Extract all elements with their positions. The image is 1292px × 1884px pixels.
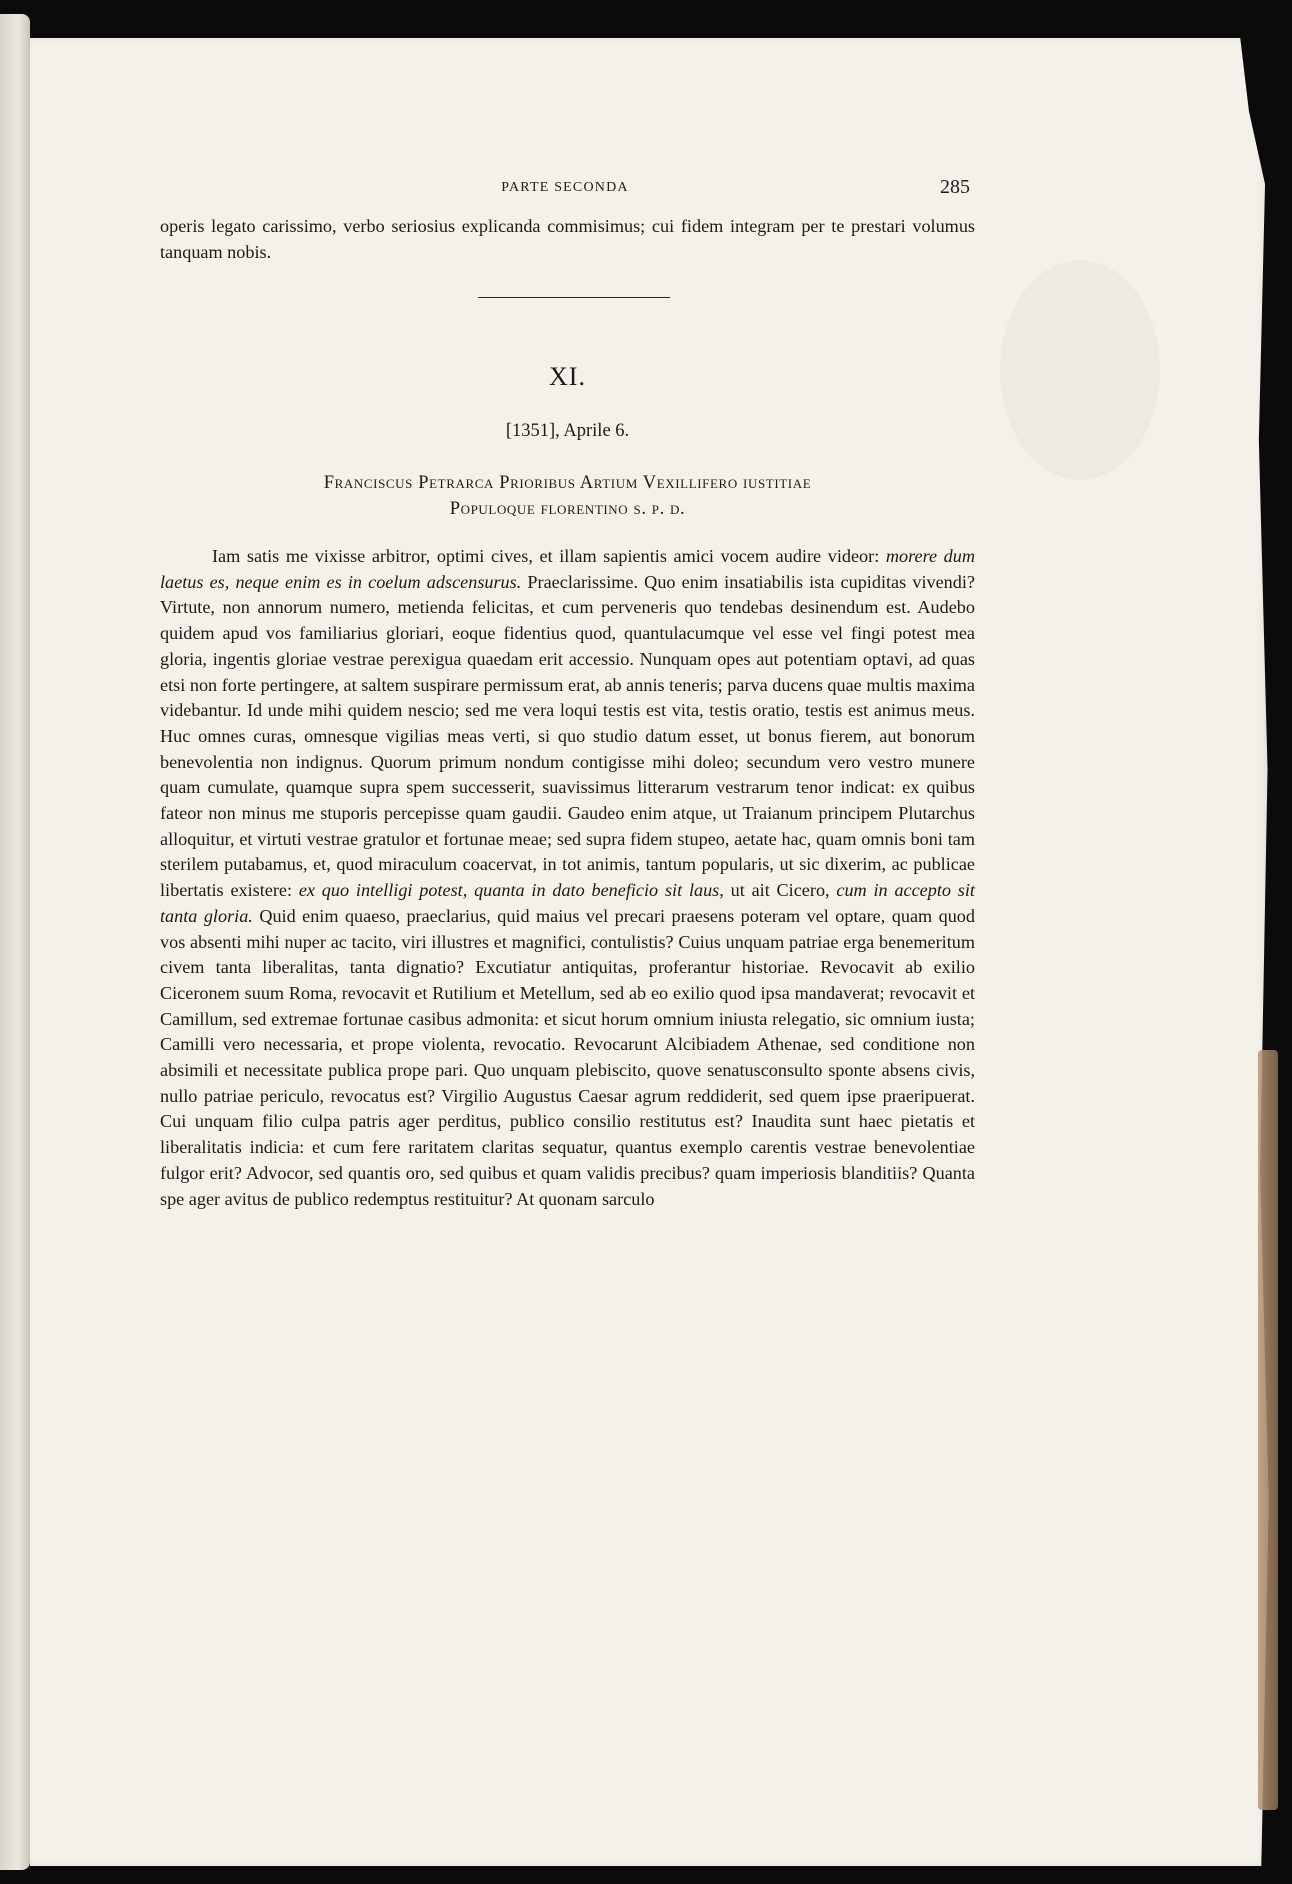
body-text-1: Iam satis me vixisse arbitror, optimi cives, et illam sapientis amici vocem audire videor: xyxy=(212,546,886,566)
body-text-2: Praeclarissime. Quo enim insatiabilis ista cupiditas vivendi? Virtute, non annorum numero, metienda felicitas, et cum perveneris quo tendebas desinendum est. Audebo quidem apud vos familiarius gloriari, eoque fidentius quod, quantulacumque vel esse vel fingi potest mea gloria, ingentis gloriae vestrae perexigua quaedam erit accessio. Nunquam opes aut potentiam optavi, ad quas etsi non forte pertingere, at saltem suspirare permissum erat, ab annis teneris; parva ducens quae multis maxima videbantur. Id unde mihi quidem nescio; sed me vera loqui testis est vita, testis oratio, testis est animus meus. Huc omnes curas, omnesque vigilias meas verti, si quo studio datum esset, ut bonus fierem, aut bonorum benevolentia non indignus. Quorum primum nondum contigisse mihi doleo; secundum vero vestro munere quam cumulate, quamque supra spem successerit, suavissimus litterarum vestrarum tenor indicat: ex quibus fateor non minus me stuporis percepisse quam gaudii. Gaudeo enim atque, ut Traianum principem Plutarchus alloquitur, et virtuti vestrae gratulor et fortunae meae; sed supra fidem stupeo, aetate hac, quam omnis boni tam sterilem putabamus, et, quod miraculum coacervat, in tot animis, tantum popularis, ut sic dixerim, ac publicae libertatis existere: xyxy=(160,571,975,901)
address-line-1: Franciscus Petrarca Prioribus Artium Vexillifero iustitiae xyxy=(323,473,812,493)
body-text-3: ut ait Cicero, xyxy=(723,880,837,901)
body-quote-3: cum in accepto sit tanta gloria. xyxy=(160,880,975,926)
letter-number: XI. xyxy=(549,362,586,391)
body-quote-1: morere dum laetus es, neque enim es in coelum adscensurus. xyxy=(160,546,976,592)
facing-page-edge xyxy=(0,14,30,1870)
page-number: 285 xyxy=(940,176,970,198)
section-divider xyxy=(478,297,670,298)
continuation-paragraph xyxy=(160,214,975,265)
letter-body xyxy=(160,544,975,1212)
continuation-text: operis legato carissimo, verbo seriosius explicanda commisimus; cui fidem integram per te prestari volumus tanquam nobis. xyxy=(160,216,975,262)
paper-stain xyxy=(1000,260,1160,480)
letter-date: [1351], Aprile 6. xyxy=(505,421,630,441)
body-text-4: Quid enim quaeso, praeclarius, quid maius vel precari praesens poteram vel optare, quam quod vos absenti mihi nuper ac tacito, viri illustres et magnifici, contulistis? Cuius unquam patriae erga benemeritum civem tanta liberalitas, tanta dignatio? Excutiatur antiquitas, proferantur historiae. Revocavit ab exilio Ciceronem suum Roma, revocavit et Rutilium et Metellum, sed ab eo exilio quod ipsa mandaverat; revocavit et Camillum, sed extremae fortunae casibus admonita: et sicut horum omnium iniusta relegatio, sic omnium iusta; Camilli vero necessaria, et prope violenta, revocatio. Revocarunt Alcibiadem Athenae, sed conditione non absimili et necessitate publica prope pari. Quo unquam plebiscito, quove senatusconsulto sponte absens civis, nullo patriae periculo, revocatus est? Virgilio Augustus Caesar agrum reddiderit, sed quem ipse praeripuerat. Cui unquam filio culpa patris ager perditus, publico consilio restitutus est? Inaudita sunt haec pietatis et liberalitatis indicia: et cum fere raritatem claritas sequatur, quantus exemplo carentis vestrae benevolentiae fulgor erit? Advocor, sed quantis oro, sed quibus et quam validis precibus? quam imperiosis blanditiis? Quanta spe ager avitus de publico redemptus restituitur? At quonam sarculo xyxy=(160,905,975,1209)
body-paragraph xyxy=(160,544,975,1212)
page-fore-edge xyxy=(1258,1050,1278,1810)
body-quote-2: ex quo intelligi potest, quanta in dato beneficio sit laus, xyxy=(298,880,724,901)
letter-address xyxy=(160,470,975,522)
running-title: PARTE SECONDA xyxy=(501,180,629,195)
running-head xyxy=(160,176,970,206)
address-line-2: Populoque florentino s. p. d. xyxy=(449,499,686,519)
